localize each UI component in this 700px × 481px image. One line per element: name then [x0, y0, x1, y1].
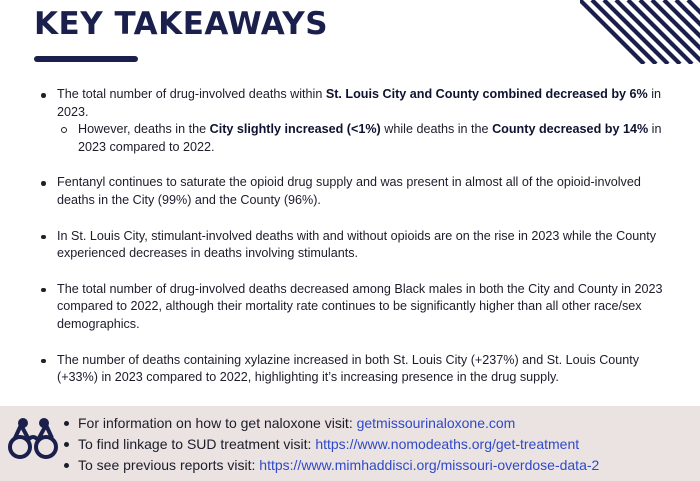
takeaways-list — [38, 86, 678, 405]
treatment-link[interactable]: https://www.nomodeaths.org/get-treatment — [315, 436, 580, 452]
takeaway-item: The number of deaths containing xylazine increased in both St. Louis City (+237%) and St. Louis County (+33%) in 2023 compared to 2022, highlighting it’s increasing presence in the drug supply. — [38, 352, 678, 387]
takeaway-item: In St. Louis City, stimulant-involved deaths with and without opioids are on the rise in 2023 while the County experienced decreases in deaths involving stimulants. — [38, 228, 678, 263]
takeaway-item: Fentanyl continues to saturate the opioid drug supply and was present in almost all of the opioid-involved deaths in the City (99%) and the County (96%). — [38, 174, 678, 209]
title-underline — [34, 56, 138, 62]
takeaway-item: The total number of drug-involved deaths decreased among Black males in both the City and County in 2023 compared to 2022, although their mortality rate continues to be significantly higher than all other race/sex demographics. — [38, 281, 678, 334]
takeaway-text: in 2023 compared to 2022. — [78, 122, 662, 154]
takeaway-text: while deaths in the — [380, 122, 493, 137]
naloxone-link[interactable]: getmissourinaloxone.com — [356, 415, 516, 431]
reports-link[interactable]: https://www.mimhaddisci.org/missouri-overdose-data-2 — [259, 457, 600, 473]
diagonal-stripes-decoration — [580, 0, 700, 64]
naloxone-info — [64, 413, 599, 434]
reports-label: To see previous reports visit: — [78, 457, 260, 473]
naloxone-label: For information on how to get naloxone visit: — [78, 415, 357, 431]
takeaway-text: However, deaths in the — [78, 122, 210, 137]
binoculars-icon — [6, 414, 62, 464]
footer-links — [64, 413, 599, 476]
page-title: KEY TAKEAWAYS — [34, 6, 329, 42]
takeaway-emphasis: County decreased by 14% — [492, 122, 649, 137]
takeaway-emphasis: St. Louis City and County combined decreased by 6% — [325, 87, 648, 101]
takeaway-subitem — [38, 121, 678, 156]
treatment-label: To find linkage to SUD treatment visit: — [78, 436, 316, 452]
takeaway-text: The total number of drug-involved deaths within — [57, 87, 326, 101]
treatment-info — [64, 434, 599, 455]
reports-info — [64, 455, 599, 476]
takeaway-text: in 2023. — [57, 87, 662, 119]
takeaway-emphasis: City slightly increased (<1%) — [209, 122, 381, 137]
takeaway-item — [38, 86, 678, 156]
resources-footer — [0, 406, 700, 481]
